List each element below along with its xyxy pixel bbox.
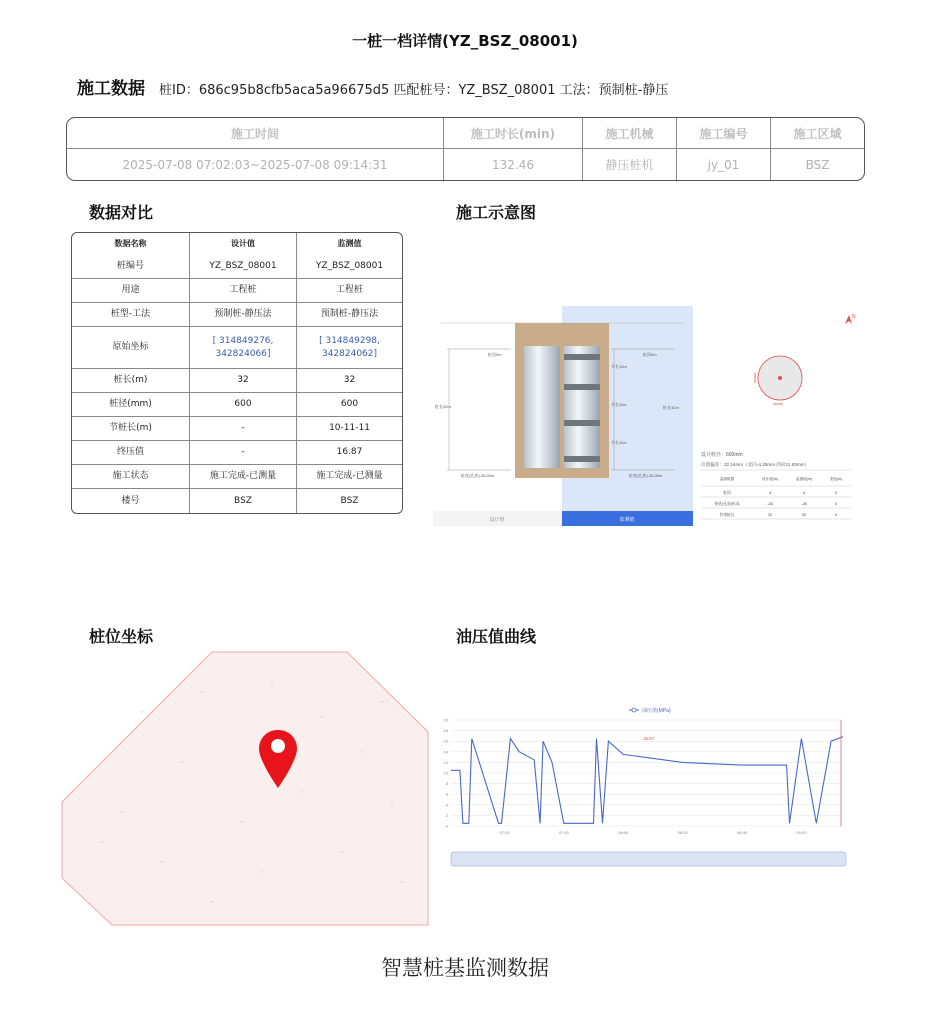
- cmp-cell-design: BSZ: [190, 489, 297, 513]
- north-arrow-icon: [845, 314, 856, 324]
- y-tick-label: 10: [443, 770, 448, 776]
- table-row: [72, 465, 402, 489]
- mini-cell: 0: [834, 491, 838, 495]
- cmp-cell-name: 桩长(m): [72, 369, 190, 393]
- tab-design-label: 设计值: [489, 517, 505, 523]
- cmp-cell-measured: [ 314849298, 342824062]: [297, 327, 402, 369]
- y-tick-label: 18: [443, 728, 448, 734]
- header-construction-time: 施工时间: [67, 118, 444, 149]
- location-panel: [695, 306, 855, 526]
- mini-cell: 32: [801, 513, 807, 517]
- design-diameter: 设计桩径：600mm: [701, 452, 743, 458]
- pressure-series-line: [451, 737, 843, 824]
- cmp-cell-name: 节桩长(m): [72, 417, 190, 441]
- zoom-slider[interactable]: [451, 852, 846, 866]
- cmp-cell-design: -: [190, 441, 297, 465]
- cmp-cell-design: 32: [190, 369, 297, 393]
- mini-header-cell: 差值(m): [829, 477, 843, 481]
- header-duration: 施工时长(min): [444, 118, 583, 149]
- cmp-header-measured: 监测值: [337, 238, 362, 248]
- cmp-cell-name: 楼号: [72, 489, 190, 513]
- left-label-length: 桩长32m: [435, 404, 451, 409]
- table-row: [72, 303, 402, 327]
- cmp-cell-measured: 600: [297, 393, 402, 417]
- construction-table: [66, 117, 865, 181]
- right-label-seg3: 节长11m: [611, 440, 627, 445]
- mini-cell: 桩顶: [723, 491, 731, 495]
- mini-cell: 4: [768, 491, 772, 495]
- cmp-cell-measured: 32: [297, 369, 402, 393]
- mini-cell: 0: [834, 502, 838, 506]
- y-tick-label: 6: [445, 791, 448, 797]
- y-tick-label: 0: [445, 823, 448, 829]
- mini-cell: 有效桩长: [719, 513, 735, 517]
- table-row: [72, 441, 402, 465]
- design-pile: [524, 346, 560, 468]
- header-number: 施工编号: [677, 118, 771, 149]
- mini-cell: -28: [801, 502, 807, 506]
- cmp-cell-measured: 施工完成-已测量: [297, 465, 402, 489]
- x-tick-label: 08:40: [737, 830, 748, 835]
- y-tick-label: 16: [443, 738, 448, 744]
- cmp-cell-design: -: [190, 417, 297, 441]
- right-label-bottom: 桩底(孔底)-26.00m: [629, 473, 663, 478]
- page-title: 一桩一档详情(YZ_BSZ_08001): [352, 32, 578, 50]
- table-row: [72, 393, 402, 417]
- construction-info-line: 桩ID：686c95b8cfb5aca5a96675d5 匹配桩号：YZ_BSZ_08001 工法：预制桩-静压: [159, 83, 669, 98]
- tab-measured-label: 监测值: [619, 517, 635, 523]
- mini-cell: 桩底(孔底)标高: [714, 502, 740, 506]
- y-tick-label: 8: [445, 781, 448, 787]
- cmp-cell-name: 桩径(mm): [72, 393, 190, 417]
- mini-header-cell: 设计值(m): [761, 477, 779, 481]
- construction-header: [77, 74, 668, 98]
- mini-table: [701, 470, 851, 519]
- cmp-header-design: 设计值: [190, 233, 297, 255]
- cmp-cell-design: YZ_BSZ_08001: [190, 255, 297, 279]
- mini-cell: 0: [834, 513, 838, 517]
- y-tick-label: 20: [443, 717, 448, 723]
- legend-label: 油压值(MPa): [642, 708, 671, 714]
- value-machine: 静压桩机: [583, 149, 677, 180]
- schematic-section-title: 施工示意图: [456, 203, 537, 222]
- cmp-header-name: 数据名称: [72, 233, 190, 255]
- site-boundary: [62, 652, 428, 925]
- cmp-cell-name: 桩型-工法: [72, 303, 190, 327]
- table-row: [72, 417, 402, 441]
- right-label-length: 桩长32m: [663, 405, 679, 410]
- right-label-seg1: 节长10m: [611, 364, 627, 369]
- cmp-cell-measured: 10-11-11: [297, 417, 402, 441]
- value-area: BSZ: [805, 157, 830, 172]
- pile-position-map[interactable]: [62, 652, 428, 925]
- y-tick-label: 4: [445, 802, 448, 808]
- y-tick-label: 14: [443, 749, 448, 755]
- x-tick-label: 08:00: [618, 830, 629, 835]
- x-tick-label: 08:20: [677, 830, 688, 835]
- cmp-cell-design: [ 314849276, 342824066]: [190, 327, 297, 369]
- right-label-seg2: 节长11m: [611, 402, 627, 407]
- value-duration: 132.46: [444, 149, 583, 180]
- table-row: [72, 489, 402, 513]
- mini-cell: 32: [767, 513, 773, 517]
- pressure-curve-chart: [433, 700, 853, 872]
- header-area: 施工区域: [771, 118, 864, 149]
- cmp-cell-measured: 预制桩-静压法: [297, 303, 402, 327]
- cmp-cell-measured: 工程桩: [297, 279, 402, 303]
- comparison-section-title: 数据对比: [89, 203, 154, 222]
- mini-cell: 4: [802, 491, 806, 495]
- legend: [629, 707, 671, 714]
- value-number: jy_01: [677, 149, 771, 180]
- mini-header-cell: 监测数据: [719, 477, 735, 481]
- table-row: [72, 369, 402, 393]
- cmp-cell-design: 施工完成-已测量: [190, 465, 297, 489]
- header-machine: 施工机械: [583, 118, 677, 149]
- footer-caption: 智慧桩基监测数据: [381, 956, 549, 980]
- cmp-cell-name: 终压值: [72, 441, 190, 465]
- cmp-cell-name: 施工状态: [72, 465, 190, 489]
- x-tick-label: 07:20: [499, 830, 510, 835]
- left-label-top: 桩顶0m: [488, 352, 502, 357]
- cmp-cell-measured: 16.87: [297, 441, 402, 465]
- cmp-cell-name: 桩编号: [72, 255, 190, 279]
- pile-schematic: [433, 306, 693, 526]
- cmp-cell-measured: BSZ: [340, 495, 359, 506]
- comparison-table: [71, 232, 403, 514]
- table-row: [72, 327, 402, 369]
- table-row: [72, 279, 402, 303]
- x-tick-label: 09:00: [796, 830, 807, 835]
- construction-section-title: 施工数据: [77, 79, 145, 99]
- cmp-cell-design: 工程桩: [190, 279, 297, 303]
- north-label: N: [852, 314, 856, 320]
- table-row: [72, 255, 402, 279]
- x-tick-label: 07:40: [558, 830, 569, 835]
- position-deviation: 位置偏差：22.24mm（北向-4.25mm 西向21.83mm）: [701, 462, 810, 467]
- pressure-section-title: 油压值曲线: [456, 627, 537, 646]
- marker-label: 16.87: [643, 736, 655, 741]
- cmp-cell-name: 用途: [72, 279, 190, 303]
- cmp-cell-measured: YZ_BSZ_08001: [297, 255, 402, 279]
- measured-pile: [564, 346, 600, 468]
- y-tick-label: 2: [445, 812, 448, 818]
- mini-header-cell: 监测值(m): [795, 477, 813, 481]
- cmp-cell-design: 预制桩-静压法: [190, 303, 297, 327]
- cmp-cell-design: 600: [190, 393, 297, 417]
- position-section-title: 桩位坐标: [89, 627, 154, 646]
- left-label-bottom: 桩底(孔底)-26.00m: [461, 473, 495, 478]
- mini-cell: -28: [767, 502, 773, 506]
- right-label-top: 桩顶0m: [643, 352, 657, 357]
- value-construction-time: 2025-07-08 07:02:03~2025-07-08 09:14:31: [67, 149, 444, 180]
- y-tick-label: 12: [443, 759, 448, 765]
- cmp-cell-name: 原始坐标: [72, 327, 190, 369]
